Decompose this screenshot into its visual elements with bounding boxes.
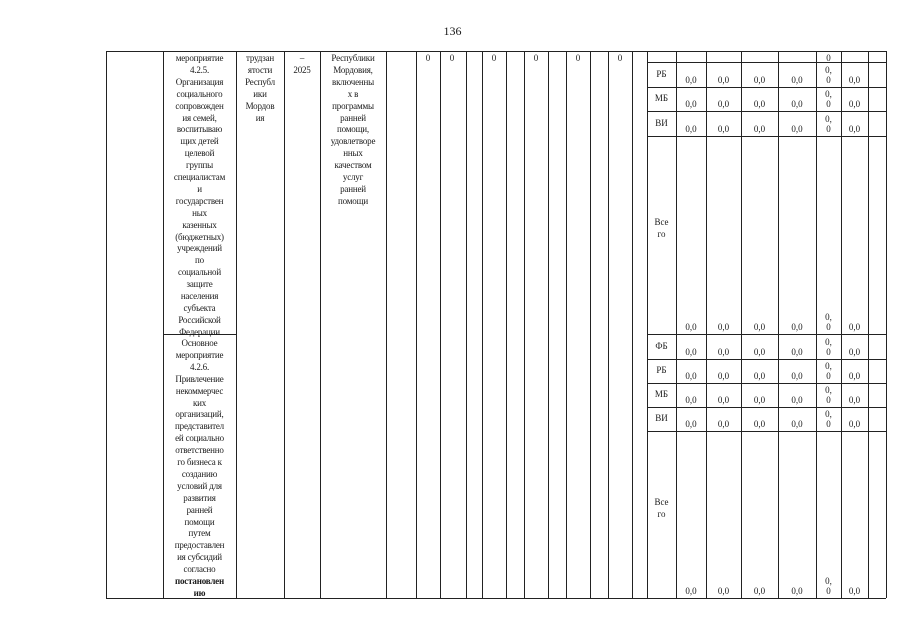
- finance-value: 0,0: [717, 419, 730, 429]
- finance-value-split-bottom: 0: [826, 75, 831, 85]
- event-name-line: группы: [185, 160, 214, 171]
- total-label: го: [657, 229, 666, 239]
- indicator-line: включенны: [332, 76, 374, 87]
- finance-value: 0,0: [717, 586, 730, 596]
- finance-row-rule: [647, 359, 886, 360]
- executor-line: ятости: [247, 64, 273, 75]
- finance-value: 0,0: [848, 586, 861, 596]
- finance-value-split-top: 0,: [825, 114, 832, 124]
- executor-line: ики: [253, 88, 267, 99]
- finance-value: 0,0: [717, 75, 730, 85]
- finance-value-split-top: 0,: [825, 312, 832, 322]
- event-name-line: ких: [192, 397, 207, 408]
- finance-value: 0,0: [753, 124, 766, 134]
- event-name-line: Российской: [178, 314, 221, 325]
- finance-row-rule: [647, 334, 886, 335]
- indicator-line: ранней: [340, 112, 366, 123]
- finance-value: 0,0: [753, 75, 766, 85]
- table-vertical-rule: [284, 51, 285, 598]
- executor-line: ия: [255, 112, 265, 123]
- finance-value: 0,0: [753, 395, 766, 405]
- table-vertical-rule: [416, 51, 417, 598]
- event-name-line: ей социально: [175, 433, 224, 444]
- total-label: Все: [654, 217, 669, 227]
- finance-value: 0,0: [685, 347, 697, 357]
- indicator-line: программы: [332, 100, 374, 111]
- table-vertical-rule: [524, 51, 525, 598]
- finance-value: 0,0: [848, 75, 861, 85]
- finance-value: 0,0: [791, 99, 803, 109]
- finance-value: 0,0: [717, 99, 730, 109]
- indicator-line: помощи,: [337, 124, 369, 135]
- finance-value: 0,0: [753, 99, 766, 109]
- event-name-line: предоставлен: [174, 540, 225, 551]
- indicator-value: 0: [533, 53, 539, 63]
- table-vertical-rule: [886, 51, 887, 598]
- event-name-line: Федерации: [179, 326, 220, 337]
- finance-row-rule: [647, 383, 886, 384]
- event-name-line: 4.2.5.: [189, 64, 210, 75]
- finance-value: 0,0: [685, 322, 697, 332]
- finance-value: 0,0: [791, 395, 803, 405]
- finance-value: 0,0: [717, 395, 730, 405]
- finance-value: 0,0: [848, 371, 861, 381]
- budget-source-label: ВИ: [655, 117, 668, 128]
- finance-value: 0,0: [848, 99, 861, 109]
- finance-value: 0,0: [685, 395, 697, 405]
- budget-source-label: МБ: [654, 389, 669, 399]
- event-name-line: развития: [183, 492, 216, 503]
- event-name-line: 4.2.6.: [189, 361, 210, 372]
- event-name-line: мероприятие: [175, 349, 224, 360]
- budget-source-label: РБ: [656, 68, 667, 79]
- finance-value-split-top: 0,: [825, 89, 832, 99]
- finance-value: 0,0: [685, 124, 697, 134]
- indicator-line: помощи: [338, 195, 368, 206]
- event-name-line: специалистам: [173, 172, 226, 182]
- event-name-line: представител: [175, 421, 224, 432]
- period-line: –: [299, 53, 305, 63]
- event-name-line: организаций,: [175, 409, 224, 420]
- top-cell-value: 0: [826, 53, 831, 63]
- finance-value: 0,0: [848, 322, 861, 332]
- event-name-line: казенных: [182, 219, 217, 230]
- finance-value: 0,0: [791, 322, 803, 332]
- finance-value: 0,0: [753, 347, 766, 357]
- event-name-line: ответственно: [175, 445, 224, 456]
- event-name-line: целевой: [184, 148, 215, 159]
- event-name-line: мероприятие: [175, 53, 224, 63]
- table-vertical-rule: [868, 51, 869, 598]
- event-name-line: (бюджетных): [175, 231, 224, 242]
- event-name-line: учреждений: [177, 243, 222, 254]
- indicator-line: х в: [347, 88, 359, 99]
- event-name-line: защите: [186, 279, 213, 290]
- event-name-line: ия субсидий: [177, 552, 222, 563]
- table-vertical-rule: [466, 51, 467, 598]
- indicator-line: услуг: [342, 172, 364, 182]
- indicator-line: качеством: [334, 160, 372, 171]
- event-name-line: ранней: [186, 504, 213, 515]
- budget-source-label: РБ: [656, 365, 667, 375]
- finance-value: 0,0: [753, 419, 766, 429]
- event-name-line: субъекта: [183, 302, 216, 313]
- finance-value-split-top: 0,: [825, 409, 832, 419]
- finance-value-split-top: 0,: [825, 65, 832, 75]
- event-name-line: государствен: [175, 195, 224, 206]
- indicator-value: 0: [449, 53, 455, 63]
- finance-value-split-bottom: 0: [826, 99, 831, 109]
- finance-row-rule: [647, 87, 886, 88]
- finance-value-split-bottom: 0: [826, 395, 831, 405]
- indicator-line: Мордовия,: [333, 64, 373, 75]
- finance-value: 0,0: [791, 75, 803, 85]
- finance-value-split-bottom: 0: [826, 586, 831, 596]
- indicator-line: Республики: [331, 53, 375, 63]
- page-number: 136: [443, 24, 462, 38]
- event-name-line-bold: постановлен: [175, 576, 224, 586]
- indicator-value: 0: [425, 53, 431, 63]
- budget-source-label: ВИ: [655, 413, 668, 423]
- finance-row-rule: [647, 136, 886, 137]
- event-name-line: путем: [188, 528, 211, 539]
- finance-value: 0,0: [753, 586, 766, 596]
- event-name-line: помощи: [184, 516, 215, 527]
- table-vertical-rule: [566, 51, 567, 598]
- finance-row-rule: [647, 431, 886, 432]
- event-name-line: го бизнеса к: [177, 457, 222, 467]
- finance-value-split-top: 0,: [825, 337, 832, 347]
- finance-value: 0,0: [791, 124, 803, 134]
- finance-value-split-top: 0,: [825, 576, 832, 586]
- finance-value: 0,0: [685, 586, 697, 596]
- table-vertical-rule: [236, 51, 237, 598]
- table-vertical-rule: [548, 51, 549, 598]
- table-vertical-rule: [386, 51, 387, 598]
- event-name-line: социального: [176, 88, 223, 99]
- finance-value-split-bottom: 0: [826, 322, 831, 332]
- period-line: 2025: [293, 64, 311, 75]
- event-name-line: некоммерчес: [175, 385, 224, 396]
- finance-value: 0,0: [848, 124, 861, 134]
- finance-value: 0,0: [848, 347, 861, 357]
- event-name-line: ия семей,: [182, 112, 217, 123]
- finance-value: 0,0: [717, 347, 730, 357]
- event-name-line: Организация: [175, 76, 224, 87]
- executor-line: Мордов: [245, 100, 275, 111]
- finance-row-rule: [647, 62, 886, 63]
- event-name-line: по: [195, 255, 204, 266]
- event-name-line: условий для: [177, 480, 222, 491]
- event-name-line-bold: ию: [193, 587, 206, 598]
- finance-value: 0,0: [717, 124, 730, 134]
- event-name-line: социальной: [178, 267, 221, 278]
- executor-line: трудзан: [245, 53, 274, 63]
- budget-source-label: ФБ: [655, 340, 668, 351]
- finance-value: 0,0: [791, 371, 803, 381]
- table-vertical-rule: [632, 51, 633, 598]
- indicator-value: 0: [491, 53, 497, 63]
- finance-value: 0,0: [791, 586, 803, 596]
- table-vertical-rule: [506, 51, 507, 598]
- finance-value: 0,0: [848, 395, 861, 405]
- table-vertical-rule: [590, 51, 591, 598]
- finance-value: 0,0: [753, 322, 766, 332]
- total-label: Все: [654, 496, 669, 507]
- finance-value: 0,0: [791, 347, 803, 357]
- event-name-line: и: [197, 183, 202, 194]
- finance-value-split-bottom: 0: [826, 124, 831, 134]
- finance-value-split-bottom: 0: [826, 371, 831, 381]
- finance-value-split-bottom: 0: [826, 419, 831, 429]
- total-label: го: [657, 508, 666, 519]
- event-name-line: щих детей: [180, 136, 219, 147]
- executor-line: Республ: [245, 76, 275, 87]
- finance-value: 0,0: [685, 99, 697, 109]
- event-name-line: Основное: [181, 338, 218, 348]
- finance-value: 0,0: [685, 419, 697, 429]
- table-vertical-rule: [106, 51, 107, 598]
- indicator-line: нных: [343, 148, 363, 159]
- budget-source-label: МБ: [654, 93, 669, 103]
- finance-row-rule: [647, 407, 886, 408]
- table-top-border: [106, 51, 886, 52]
- event-name-line: населения: [180, 291, 219, 301]
- finance-value: 0,0: [753, 371, 766, 381]
- finance-value-split-bottom: 0: [826, 347, 831, 357]
- finance-value-split-top: 0,: [825, 361, 832, 371]
- finance-value: 0,0: [685, 75, 697, 85]
- event-name-line: ных: [192, 207, 207, 218]
- finance-row-rule: [647, 111, 886, 112]
- indicator-value: 0: [575, 53, 581, 63]
- indicator-value: 0: [617, 53, 623, 63]
- finance-value: 0,0: [717, 371, 730, 381]
- finance-value: 0,0: [685, 371, 697, 381]
- finance-value: 0,0: [791, 419, 803, 429]
- table-vertical-rule: [482, 51, 483, 598]
- event-name-line: сопровожден: [175, 100, 224, 111]
- indicator-line: удовлетворе: [330, 136, 376, 147]
- finance-value: 0,0: [717, 322, 730, 332]
- event-name-line: Привлечение: [175, 373, 224, 384]
- indicator-line: ранней: [340, 183, 366, 194]
- event-name-line: воспитываю: [176, 124, 223, 135]
- table-vertical-rule: [440, 51, 441, 598]
- finance-value-split-top: 0,: [825, 385, 832, 395]
- table-vertical-rule: [608, 51, 609, 598]
- finance-value: 0,0: [848, 419, 861, 429]
- event-name-line: согласно: [183, 564, 216, 575]
- event-name-line: созданию: [181, 468, 218, 479]
